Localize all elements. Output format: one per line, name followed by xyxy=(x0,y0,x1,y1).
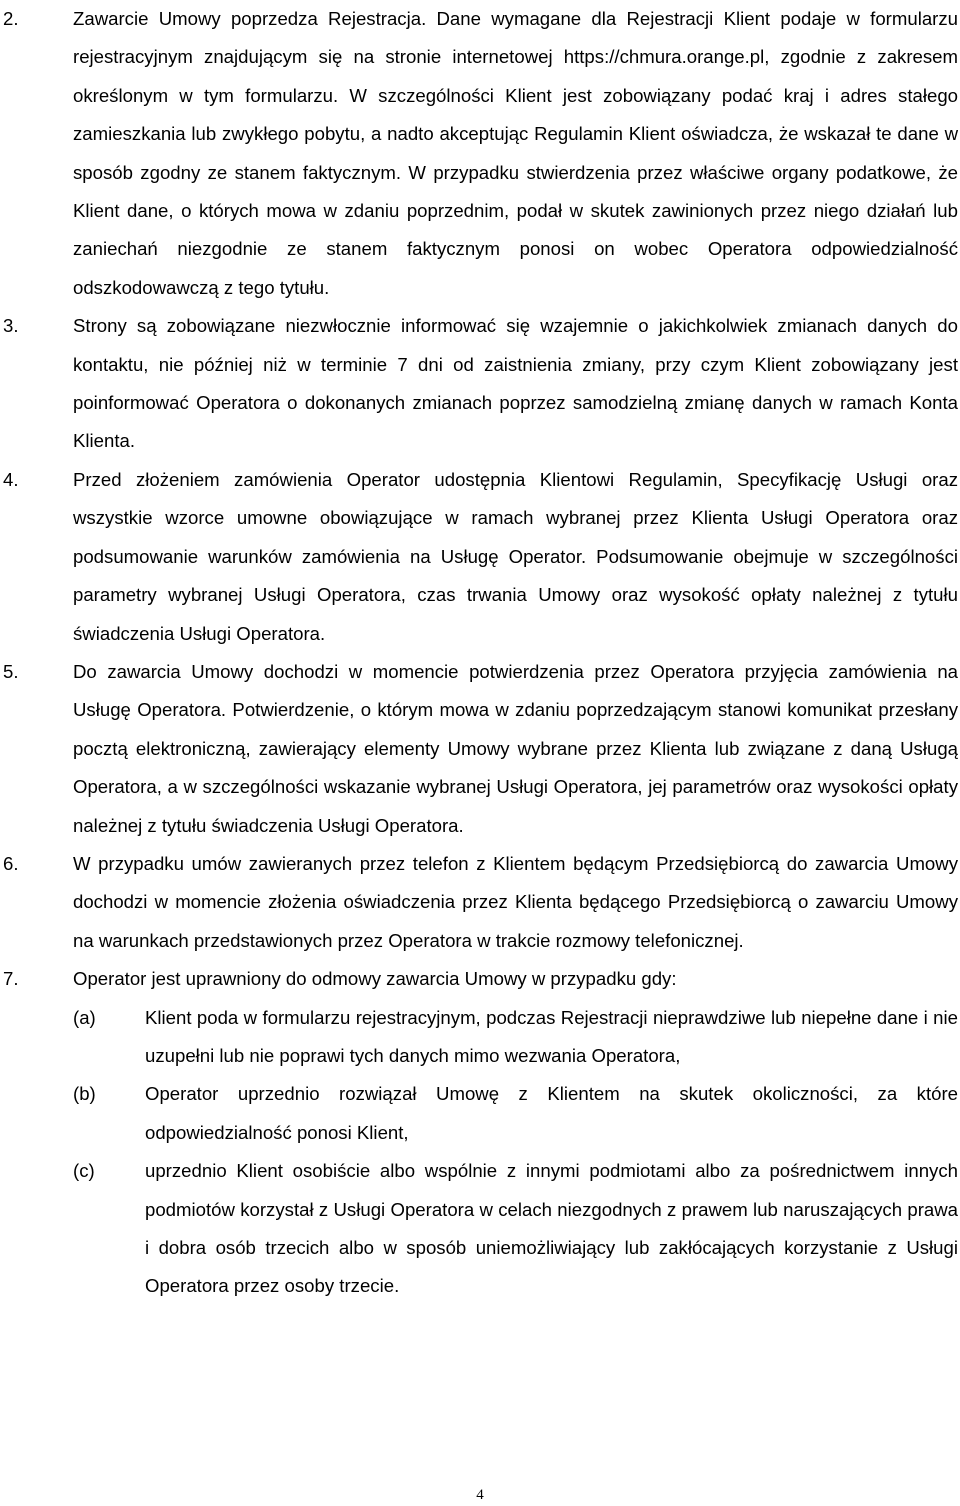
subclause-text: Operator uprzednio rozwiązał Umowę z Klientem na skutek okoliczności, za które odpowiedzialność ponosi Klient, xyxy=(145,1083,958,1143)
clause-number: 5. xyxy=(3,660,19,682)
page-number: 4 xyxy=(476,1487,484,1503)
page-footer xyxy=(0,1487,960,1503)
subclause-b xyxy=(0,1075,960,1152)
clause-text: Zawarcie Umowy poprzedza Rejestracja. Dane wymagane dla Rejestracji Klient podaje w formularzu rejestracyjnym znajdującym się na stronie internetowej https://chmura.orange.pl, zgodnie z zakresem określonym w tym formularzu. W szczególności Klient jest zobowiązany podać kraj i adres stałego zamieszkania lub zwykłego pobytu, a nadto akceptując Regulamin Klient oświadcza, że wskazał te dane w sposób zgodny ze stanem faktycznym. W przypadku stwierdzenia przez właściwe organy podatkowe, że Klient dane, o których mowa w zdaniu poprzednim, podał w skutek zawinionych przez niego działań lub zaniechań niezgodnie ze stanem faktycznym ponosi on wobec Operatora odpowiedzialność odszkodowawczą z tego tytułu. xyxy=(73,8,958,298)
clause-number: 7. xyxy=(3,968,19,990)
subclause-number: (b) xyxy=(73,1083,96,1105)
subclause-a xyxy=(0,999,960,1076)
clause-number: 4. xyxy=(3,468,19,490)
clause-5 xyxy=(0,653,960,845)
clause-text: Przed złożeniem zamówienia Operator udostępnia Klientowi Regulamin, Specyfikację Usługi oraz wszystkie wzorce umowne obowiązujące w ramach wybranej przez Klienta Usługi Operatora oraz podsumowanie warunków zamówienia na Usługę Operator. Podsumowanie obejmuje w szczególności parametry wybranej Usługi Operatora, czas trwania Umowy oraz wysokość opłaty należnej z tytułu świadczenia Usługi Operatora. xyxy=(73,468,958,644)
clause-number: 6. xyxy=(3,852,19,874)
subclause-c xyxy=(0,1152,960,1306)
clause-text: Do zawarcia Umowy dochodzi w momencie potwierdzenia przez Operatora przyjęcia zamówienia na Usługę Operatora. Potwierdzenie, o którym mowa w zdaniu poprzedzającym stanowi komunikat przesłany pocztą elektroniczną, zawierający elementy Umowy wybrane przez Klienta lub związane z daną Usługą Operatora, a w szczególności wskazanie wybranej Usługi Operatora, jej parametrów oraz wysokości opłaty należnej z tytułu świadczenia Usługi Operatora. xyxy=(73,660,958,836)
clause-7 xyxy=(0,960,960,998)
subclause-number: (a) xyxy=(73,1006,96,1028)
clause-number: 2. xyxy=(3,8,19,29)
clause-6 xyxy=(0,845,960,960)
subclause-text: uprzednio Klient osobiście albo wspólnie z innymi podmiotami albo za pośrednictwem innych podmiotów korzystał z Usługi Operatora w celach niezgodnych z prawem lub naruszających prawa i dobra osób trzecich albo w sposób uniemożliwiający lub zakłócających korzystanie z Usługi Operatora przez osoby trzecie. xyxy=(145,1160,958,1297)
subclause-number: (c) xyxy=(73,1160,95,1182)
clause-text: Strony są zobowiązane niezwłocznie informować się wzajemnie o jakichkolwiek zmianach danych do kontaktu, nie później niż w terminie 7 dni od zaistnienia zmiany, przy czym Klient zobowiązany jest poinformować Operatora o dokonanych zmianach poprzez samodzielną zmianę danych w ramach Konta Klienta. xyxy=(73,315,958,452)
subclause-text: Klient poda w formularzu rejestracyjnym, podczas Rejestracji nieprawdziwe lub niepełne dane i nie uzupełni lub nie poprawi tych danych mimo wezwania Operatora, xyxy=(145,1006,958,1066)
clause-2 xyxy=(0,0,960,307)
clause-number: 3. xyxy=(3,315,19,337)
clause-4 xyxy=(0,461,960,653)
clause-text: W przypadku umów zawieranych przez telefon z Klientem będącym Przedsiębiorcą do zawarcia Umowy dochodzi w momencie złożenia oświadczenia przez Klienta będącego Przedsiębiorcą o zawarciu Umowy na warunkach przedstawionych przez Operatora w trakcie rozmowy telefonicznej. xyxy=(73,852,958,951)
clause-3 xyxy=(0,307,960,461)
clause-text: Operator jest uprawniony do odmowy zawarcia Umowy w przypadku gdy: xyxy=(73,968,677,990)
